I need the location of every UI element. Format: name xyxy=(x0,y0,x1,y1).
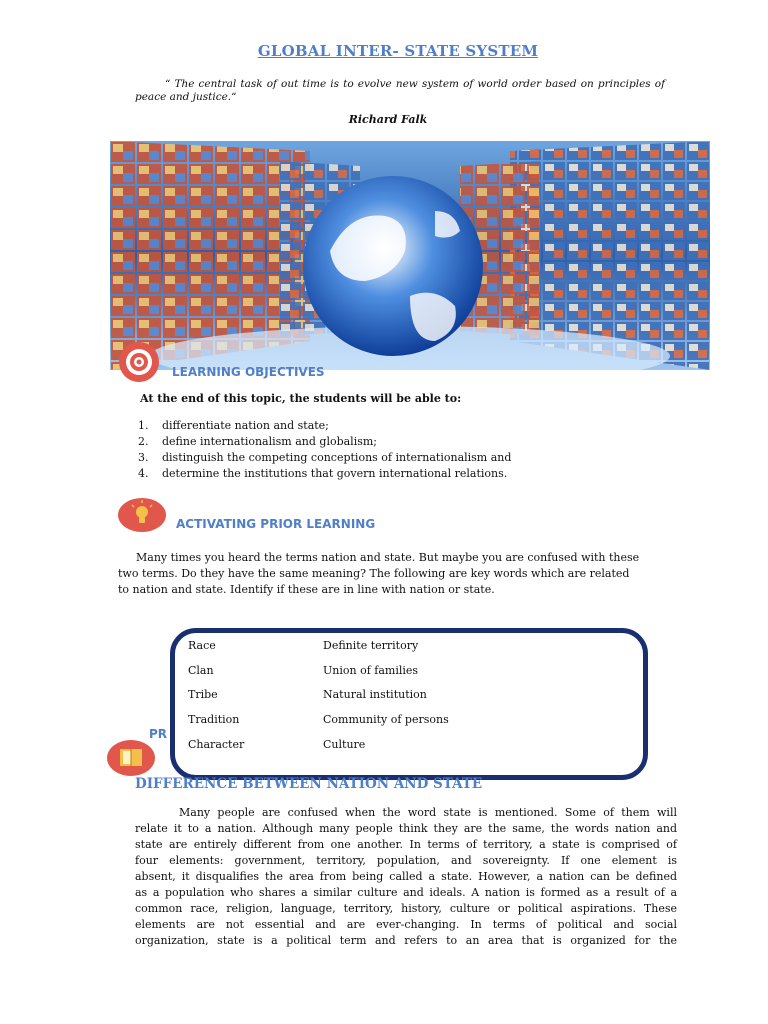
globe-screens-banner xyxy=(110,141,710,370)
quote-author: Richard Falk xyxy=(348,113,428,126)
partial-heading: PR xyxy=(149,727,168,741)
list-item: 1. differentiate nation and state; xyxy=(138,419,329,432)
quote-line-2: peace and justice.“ xyxy=(135,91,237,103)
learning-objectives-heading: LEARNING OBJECTIVES xyxy=(172,365,325,379)
keyword-right: Community of persons xyxy=(323,713,449,726)
lightbulb-icon xyxy=(118,497,166,537)
keyword-left: Character xyxy=(188,738,245,751)
keyword-right: Culture xyxy=(323,738,366,751)
target-icon xyxy=(118,341,160,387)
quote-line-1: “ The central task of out time is to evolve new system of world order based on principles of xyxy=(165,78,665,90)
keyword-left: Clan xyxy=(188,664,214,677)
prior-learning-paragraph: Many times you heard the terms nation and state. But maybe you are confused with these two terms. Do they have the same meaning? The following are key words which are related to nation and state. Identify if these are in line with nation or state. xyxy=(118,551,640,596)
page-title: GLOBAL INTER- STATE SYSTEM xyxy=(257,42,539,60)
keyword-left: Race xyxy=(188,639,216,652)
keyword-left: Tribe xyxy=(188,688,218,701)
keyword-right: Union of families xyxy=(323,664,419,677)
difference-heading: DIFFERENCE BETWEEN NATION AND STATE xyxy=(135,776,483,792)
keyword-left: Tradition xyxy=(188,713,240,726)
book-icon xyxy=(107,739,155,781)
objectives-list xyxy=(138,418,511,482)
prior-learning-heading: ACTIVATING PRIOR LEARNING xyxy=(176,517,376,531)
list-item: 3. distinguish the competing conceptions of internationalism and xyxy=(138,451,512,464)
keyword-right: Natural institution xyxy=(323,688,427,701)
difference-paragraph: Many people are confused when the word state is mentioned. Some of them will relate it to a nation. Although many people think they are the same, the words nation and state are entirely different from one another. In terms of territory, a state is comprised of four elements: government, territory, population, and sovereignty. If one element is absent, it disqualifies the area from being called a state. However, a nation can be defined as a population who shares a similar culture and ideals. A nation is formed as a result of a common race, religion, language, territory, history, culture or political aspirations. These elements are not essential and are ever-changing. In terms of political and social organization, state is a political term and refers to an area that is organized for the xyxy=(135,806,677,947)
epigraph-quote xyxy=(135,78,665,104)
keyword-right: Definite territory xyxy=(323,639,419,652)
list-item: 2. define internationalism and globalism; xyxy=(138,435,378,448)
objectives-intro: At the end of this topic, the students will be able to: xyxy=(140,392,462,405)
list-item: 4. determine the institutions that govern international relations. xyxy=(138,467,508,480)
